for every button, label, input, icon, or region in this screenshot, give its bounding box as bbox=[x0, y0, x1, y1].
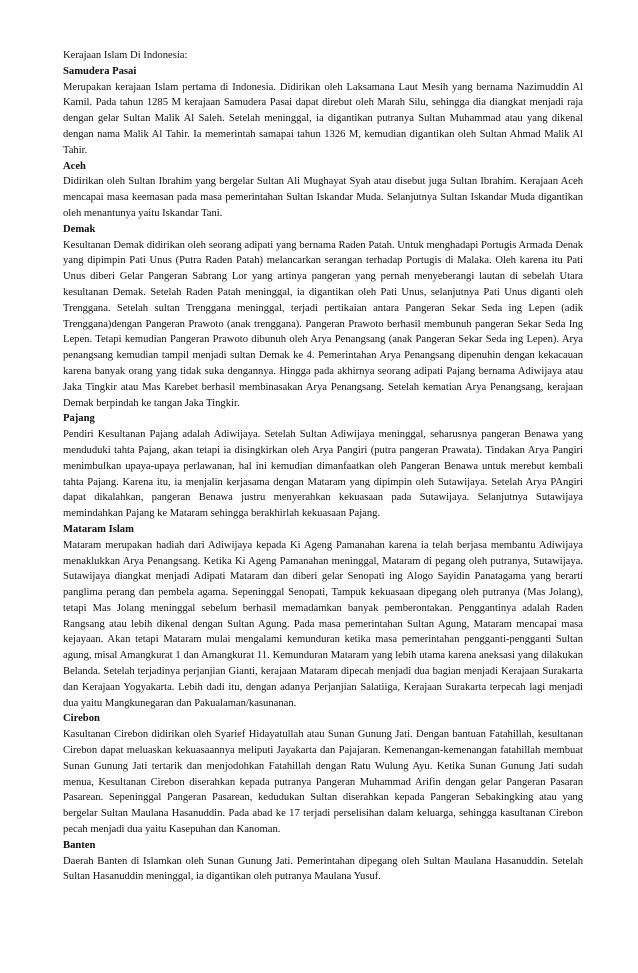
section-heading-pajang: Pajang bbox=[63, 413, 95, 425]
section-heading-banten: Banten bbox=[63, 839, 96, 851]
section-body-cirebon: Kasultanan Cirebon didirikan oleh Syarief Hidayatullah atau Sunan Gunung Jati. Dengan bantuan Fatahillah, kesultanan Cirebon dapat meluaskan kekuasaannya meliputi Jayakarta dan Pajajaran. Kemenangan-kemenangan fatahillah membuat Sunan Gunung Jati tertarik dan menjodohkan Fatahillah dengan Ratu Wulung Ayu. Ketika Sunan Gunung Jati sudah menua, Kesultanan Cirebon diserahkan kepada putranya Pangeran Muhammad Arifin dengan gelar Pangeran Pasaran Pasarean. Sepeninggal Pangeran Pasarean, kedudukan Sultan diserahkan kepada Pangeran Sebakingking atau yang bergelar Sultan Maulana Hasanuddin. Pada abad ke 17 terjadi perselisihan dalam keluarga, sehingga kasultanan Cirebon pecah menjadi dua yaitu Kasepuhan dan Kanoman. bbox=[63, 729, 583, 836]
section-body-aceh: Didirikan oleh Sultan Ibrahim yang bergelar Sultan Ali Mughayat Syah atau disebut juga Sultan Ibrahim. Kerajaan Aceh mencapai masa keemasan pada masa pemerintahan Sultan Iskandar Muda. Selanjutnya Sultan Iskandar Muda digantikan oleh menantunya yaitu Iskandar Tani. bbox=[63, 176, 583, 219]
section-heading-cirebon: Cirebon bbox=[63, 713, 100, 725]
section-body-banten: Daerah Banten di Islamkan oleh Sunan Gunung Jati. Pemerintahan dipegang oleh Sultan Maulana Hasanuddin. Setelah Sultan Hasanuddin meninggal, ia digantikan oleh putranya Maulana Yusuf. bbox=[63, 855, 583, 883]
section-body-pajang: Pendiri Kesultanan Pajang adalah Adiwijaya. Setelah Sultan Adiwijaya meninggal, seharusnya pangeran Benawa yang menduduki tahta Pajang, akan tetapi ia disingkirkan oleh Arya Pangiri (putra pangeran Prawata). Tindakan Arya Pangiri menimbulkan upaya-upaya perlawanan, hal ini kemudian dimanfaatkan oleh Pangeran Benawa untuk merebut kembali tahta Pajang. Karena itu, ia menjalin kerjasama dengan Mataram yang dipimpin oleh Sutawijaya. Setelah Arya PAngiri dapat dikalahkan, pangeran Benawa justru menyerahkan kekuasaan pada Sutawijaya. Selanjutnya Sutawijaya memindahkan Pajang ke Mataram sehingga berakhirlah kekuasaan Pajang. bbox=[63, 429, 583, 520]
section-heading-mataram-islam: Mataram Islam bbox=[63, 523, 134, 535]
section-heading-samudera-pasai: Samudera Pasai bbox=[63, 65, 137, 77]
section-heading-demak: Demak bbox=[63, 223, 96, 235]
section-body-demak: Kesultanan Demak didirikan oleh seorang adipati yang bernama Raden Patah. Untuk menghadapi Portugis Armada Denak yang dipimpin Pati Unus (Putra Raden Patah) melancarkan serangan terhadap Portugis di Malaka. Oleh karena itu Pati Unus diberi Gelar Pangeran Sabrang Lor yang artinya pangeran yang pernah menyeberangi lautan di sebelah Utara kesultanan Demak. Setelah Raden Patah meninggal, ia digantikan oleh Pati Unus, selanjutnya Pati Unus diganti oleh Trenggana. Setelah sultan Trenggana meninggal, terjadi pertikaian antara Pangeran Sekar Seda ing Lepen (adik Trenggana)dengan Pangeran Prawoto (anak trenggana). Pangeran Prawoto berhasil membunuh pangeran Sekar Seda Ing Lepen. Tetapi kemudian Pangeran Prawoto dibunuh oleh Arya Penangsang (anak Pangeran Sekar Seda ing Lepen). Arya penangsang kemudian tampil menjadi sultan Demak ke 4. Pemerintahan Arya Penangsang dipenuhin dengan kekacauan karena banyak orang yang tidak suka dengannya. Hingga pada akhirnya seorang adipati Pajang bernama Adiwijaya atau Jaka Tingkir atau Mas Karebet berhasil membinasakan Arya Penangsang. Setelah kematian Arya Penangsang, kerajaan Demak berpindah ke tangan Jaka Tingkir. bbox=[63, 239, 583, 409]
section-heading-aceh: Aceh bbox=[63, 160, 86, 172]
document-title: Kerajaan Islam Di Indonesia: bbox=[63, 50, 188, 61]
section-body-mataram-islam: Mataram merupakan hadiah dari Adiwijaya kepada Ki Ageng Pamanahan karena ia telah berjasa membantu Adiwijaya menaklukkan Arya Penangsang. Ketika Ki Ageng Pamanahan meninggal, Mataram di pegang oleh putranya, Sutawijaya. Sutawijaya diangkat menjadi Adipati Mataram dan diberi gelar Senopati ing Alogo Sayidin Panatagama yang berarti panglima perang dan pembela agama. Sepeninggal Senopati, Tampuk kekuasaan dipegang oleh putranya (Mas Jolang), tetapi Mas Jolang meninggal sebelum berhasil memadamkan banyak pemberontakan. Penggantinya adalah Raden Rangsang atau lebih dikenal dengan Sultan Agung. Pada masa pemerintahan Sultan Agung, Mataram mencapai masa kejayaan. Akan tetapi Mataram mulai mengalami kemunduran ketika masa pemerintahan pengganti-pengganti Sultan agung, misal Amangkurat 1 dan Amangkurat 11. Kemunduran Mataram yang lebih utama karena aneksasi yang dilakukan Belanda. Setelah terjadinya perjanjian Gianti, kerajaan Mataram dipecah menjadi dua bagian menjadi Kerajaan Surakarta dan Kerajaan Yogyakarta. Lebih dadi itu, dengan adanya Perjanjian Salatiiga, Kerajaan Surakarta terpecah lagi menjadi dua yaitu Mangkunegaran dan Pakualaman/kasunanan. bbox=[63, 539, 583, 709]
document-page bbox=[63, 48, 583, 885]
section-body-samudera-pasai: Merupakan kerajaan Islam pertama di Indonesia. Didirikan oleh Laksamana Laut Mesih yang bernama Nazimuddin Al Kamil. Pada tahun 1285 M kerajaan Samudera Pasai dapat direbut oleh Marah Silu, sehingga dia diangkat menjadi raja dengan gelar Sultan Malik Al Saleh. Setelah meninggal, ia digantikan putranya Sultan Muhammad atau yang dikenal dengan nama Malik Al Tahir. Ia memerintah samapai tahun 1326 M, kemudian digantikan oleh Sultan Ahmad Malik Al Tahir. bbox=[63, 81, 583, 156]
